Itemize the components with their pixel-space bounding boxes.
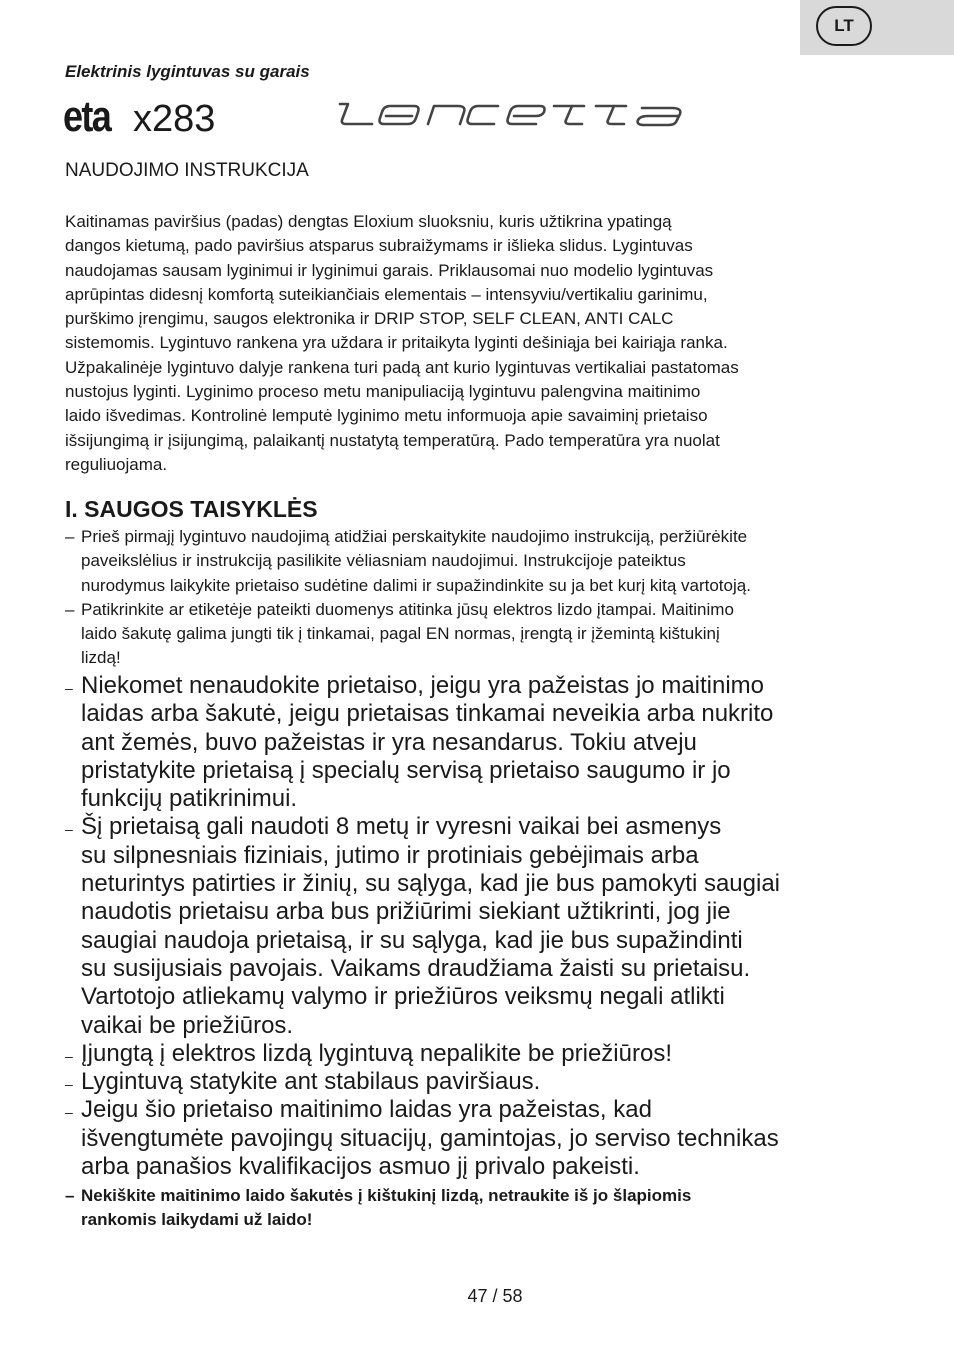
intro-line: išsijungimą ir įsijungimą, palaikantį nustatytą temperatūrą. Pado temperatūra yra nuolat <box>65 430 720 450</box>
list-item <box>65 1096 905 1181</box>
page-number: 47 / 58 <box>467 1286 523 1306</box>
item-line: laidas arba šakutė, jeigu prietaisas tinkamai neveikia arba nukrito <box>81 700 774 728</box>
item-line: Niekomet nenaudokite prietaiso, jeigu yra pažeistas jo maitinimo <box>81 672 765 699</box>
dash-bullet: – <box>65 1104 73 1121</box>
intro-line: Kaitinamas paviršius (padas) dengtas Eloxium sluoksniu, kuris užtikrina ypatingą <box>65 212 672 231</box>
item-line: nurodymus laikykite prietaiso sudėtine dalimi ir supažindinkite su ja bet kurį kitą vartotoją. <box>81 575 751 595</box>
intro-line: aprūpintas didesnį komfortą suteikiančiais elementais – intensyviu/vertikaliu garinimu, <box>65 284 708 304</box>
list-item <box>65 1068 905 1096</box>
item-line: neturintys patirties ir žinių, su sąlyga, kad jie bus pamokyti saugiai <box>81 870 780 898</box>
list-item <box>65 525 905 598</box>
item-line: su susijusiais pavojais. Vaikams draudžiama žaisti su prietaisu. <box>81 954 751 982</box>
safety-list-small <box>65 525 905 671</box>
item-line: laido šakutę galima jungti tik į tinkamai, pagal EN normas, įrengtą ir įžemintą kištukinį <box>81 624 720 644</box>
item-line: rankomis laikydami už laido! <box>81 1210 313 1230</box>
list-item <box>65 813 905 1039</box>
list-item <box>65 1184 905 1233</box>
item-line: Įjungtą į elektros lizdą lygintuvą nepalikite be priežiūros! <box>81 1039 672 1067</box>
item-line: Jeigu šio prietaiso maitinimo laidas yra pažeistas, kad <box>81 1096 652 1124</box>
item-line: išvengtumėte pavojingų situacijų, gamintojas, jo serviso technikas <box>81 1124 779 1152</box>
item-line: funkcijų patikrinimui. <box>81 785 298 813</box>
item-line: lizdą! <box>81 648 121 668</box>
safety-warning-bold <box>65 1184 905 1233</box>
intro-paragraph <box>65 210 905 477</box>
list-item <box>65 598 905 671</box>
dash-bullet: – <box>65 599 75 619</box>
item-line: vaikai be priežiūros. <box>81 1011 294 1039</box>
dash-bullet: – <box>65 1047 73 1064</box>
intro-line: nustojus lyginti. Lyginimo proceso metu manipuliaciją lygintuvu palengvina maitinimo <box>65 382 701 402</box>
item-line: paveikslėlius ir instrukciją pasilikite vėliasniam naudojimui. Instrukcijoje pateiktus <box>81 551 686 571</box>
item-line: Patikrinkite ar etiketėje pateikti duomenys atitinka jūsų elektros lizdo įtampai. Maitinimo <box>81 599 734 619</box>
item-line: Šį prietaisą gali naudoti 8 metų ir vyresni vaikai bei asmenys <box>81 813 722 841</box>
lancetta-logo <box>338 100 706 128</box>
item-line: naudotis prietaisu arba bus prižiūrimi siekiant užtikrinti, jog jie <box>81 898 731 926</box>
item-line: Lygintuvą statykite ant stabilaus paviršiaus. <box>81 1068 541 1096</box>
intro-line: dangos kietumą, pado paviršius atsparus subraižymams ir išlieka slidus. Lygintuvas <box>65 236 693 256</box>
section-heading: I. SAUGOS TAISYKLĖS <box>65 496 318 522</box>
dash-bullet: – <box>65 1076 73 1093</box>
item-line: Nekiškite maitinimo laido šakutės į kištukinį lizdą, netraukite iš jo šlapiomis <box>81 1186 692 1205</box>
item-line: Vartotojo atliekamų valymo ir priežiūros veiksmų negali atlikti <box>81 983 725 1011</box>
brand-name: eta <box>63 92 111 141</box>
intro-line: sistemomis. Lygintuvo rankena yra uždara ir pritaikyta lyginti dešiniąja bei kairiąja ranka. <box>65 333 728 353</box>
list-item <box>65 1040 905 1068</box>
intro-line: Užpakalinėje lygintuvo dalyje rankena turi padą ant kurio lygintuvas vertikaliai pastatomas <box>65 357 739 377</box>
item-line: su silpnesniais fiziniais, jutimo ir protiniais gebėjimais arba <box>81 841 699 869</box>
item-line: pristatykite prietaisą į specialų servisą prietaiso saugumo ir jo <box>81 756 731 784</box>
safety-list-large <box>65 672 905 1181</box>
item-line: Prieš pirmajį lygintuvo naudojimą atidžiai perskaitykite naudojimo instrukciją, peržiūrėkite <box>81 527 748 546</box>
item-line: saugiai naudoja prietaisą, ir su sąlyga, kad jie bus supažindinti <box>81 926 743 954</box>
item-line: arba panašios kvalifikacijos asmuo jį privalo pakeisti. <box>81 1153 640 1181</box>
intro-line: purškimo įrengimu, saugos elektronika ir DRIP STOP, SELF CLEAN, ANTI CALC <box>65 309 674 329</box>
dash-bullet: – <box>65 527 75 546</box>
item-line: ant žemės, buvo pažeistas ir yra nesandarus. Tokiu atveju <box>81 728 697 756</box>
product-line: Elektrinis lygintuvas su garais <box>65 62 310 81</box>
intro-line: laido išvedimas. Kontrolinė lemputė lyginimo metu informuoja apie savaiminį prietaiso <box>65 406 708 426</box>
model-number: x283 <box>133 98 216 140</box>
list-item <box>65 672 905 813</box>
manual-title: NAUDOJIMO INSTRUKCIJA <box>65 160 309 181</box>
brand-row <box>63 92 216 141</box>
intro-line: reguliuojama. <box>65 454 168 474</box>
dash-bullet: – <box>65 680 73 696</box>
intro-line: naudojamas sausam lyginimui ir lyginimui garais. Priklausomai nuo modelio lygintuvas <box>65 260 714 280</box>
language-badge: LT <box>816 6 872 46</box>
language-tab <box>800 0 954 55</box>
dash-bullet: – <box>65 821 73 838</box>
dash-bullet: – <box>65 1186 75 1205</box>
